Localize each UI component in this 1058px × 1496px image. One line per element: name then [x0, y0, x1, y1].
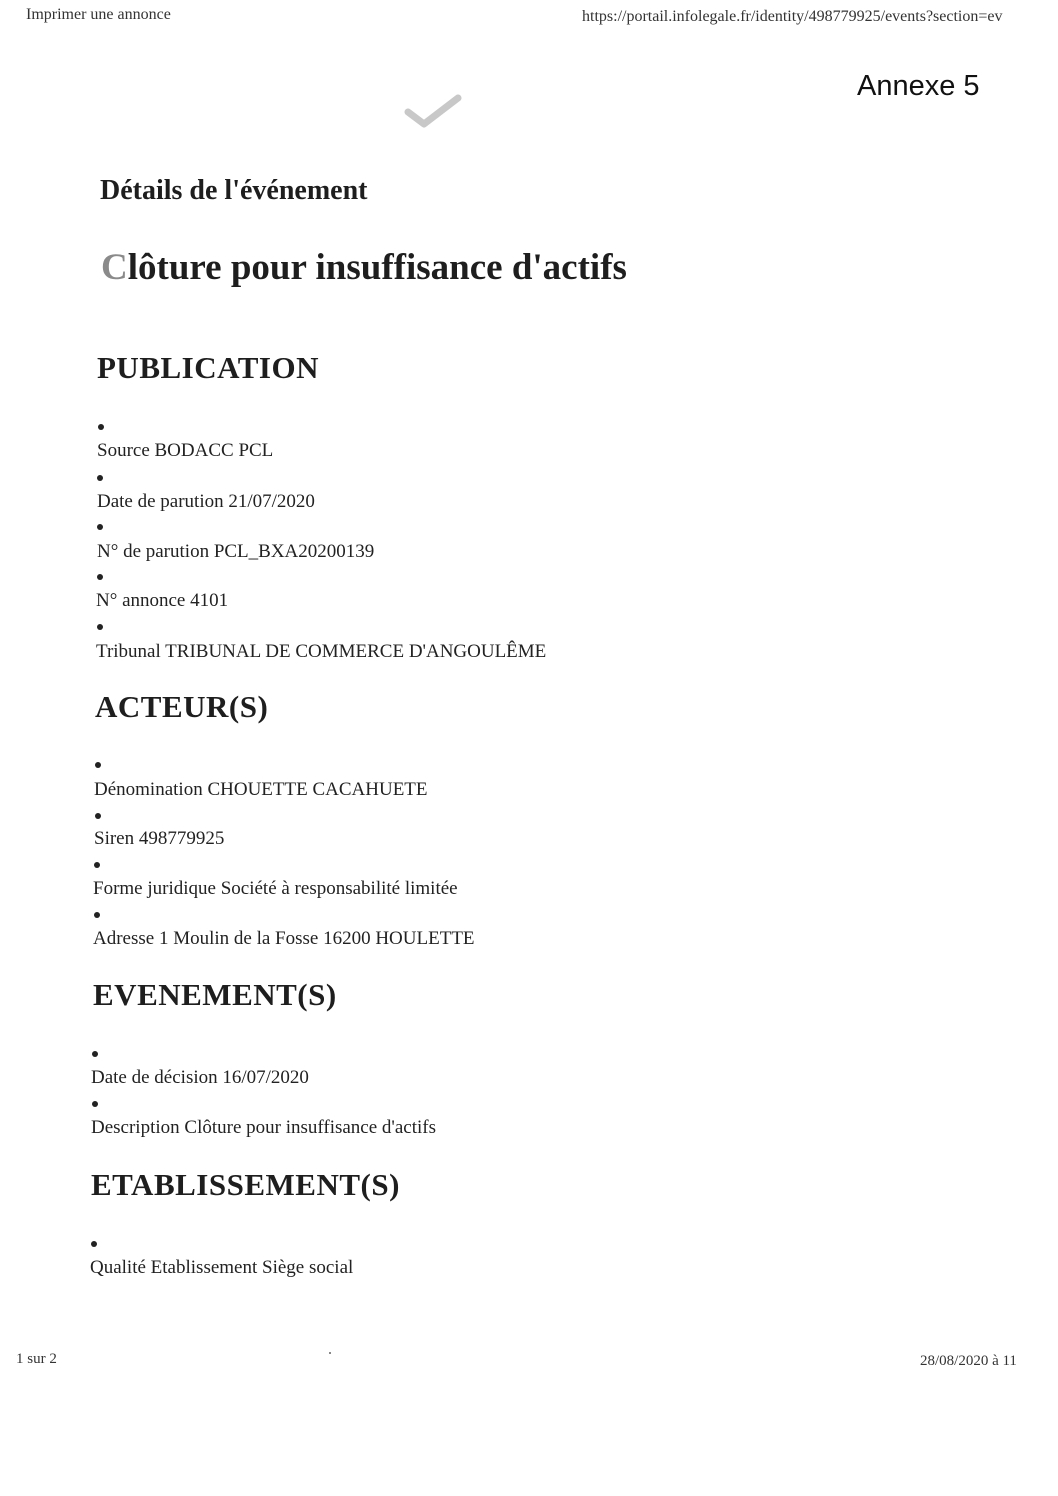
bullet [97, 574, 103, 580]
event-title-initial: C [101, 247, 128, 288]
section-heading-publication: PUBLICATION [97, 350, 319, 385]
publication-number: N° de parution PCL_BXA20200139 [97, 541, 375, 562]
publication-source: Source BODACC PCL [97, 440, 274, 461]
section-heading-evenements: EVENEMENT(S) [93, 977, 337, 1012]
bullet [97, 475, 103, 481]
bullet [97, 624, 103, 630]
print-header-title: Imprimer une annonce [26, 6, 171, 23]
event-details-heading: Détails de l'événement [100, 175, 368, 206]
actor-name: Dénomination CHOUETTE CACAHUETE [94, 779, 428, 800]
bullet [95, 813, 101, 819]
footer-print-date: 28/08/2020 à 11 [920, 1353, 1017, 1369]
bullet [91, 1241, 97, 1247]
publication-date: Date de parution 21/07/2020 [97, 491, 315, 512]
actor-legal-form: Forme juridique Société à responsabilité limitée [93, 878, 458, 899]
section-heading-etablissements: ETABLISSEMENT(S) [91, 1167, 400, 1202]
bullet [92, 1051, 98, 1057]
bullet [94, 912, 100, 918]
bullet [95, 762, 101, 768]
establishment-quality: Qualité Etablissement Siège social [90, 1257, 354, 1278]
scan-speck [329, 1352, 331, 1354]
bullet [92, 1101, 98, 1107]
annex-label: Annexe 5 [857, 70, 980, 102]
decision-date: Date de décision 16/07/2020 [91, 1067, 309, 1088]
publication-tribunal: Tribunal TRIBUNAL DE COMMERCE D'ANGOULÊME [96, 641, 547, 662]
event-title [101, 246, 627, 289]
actor-address: Adresse 1 Moulin de la Fosse 16200 HOULETTE [93, 928, 475, 949]
print-header-url: https://portail.infolegale.fr/identity/498779925/events?section=ev [582, 8, 1003, 25]
event-description: Description Clôture pour insuffisance d'actifs [91, 1117, 436, 1138]
announcement-number: N° annonce 4101 [96, 590, 229, 611]
bullet [97, 524, 103, 530]
event-title-rest: lôture pour insuffisance d'actifs [127, 247, 627, 288]
bullet [98, 424, 104, 430]
section-heading-acteurs: ACTEUR(S) [95, 689, 269, 724]
bullet [94, 862, 100, 868]
check-mark-icon [404, 92, 462, 132]
footer-page-number: 1 sur 2 [16, 1351, 57, 1367]
actor-siren: Siren 498779925 [94, 828, 225, 849]
